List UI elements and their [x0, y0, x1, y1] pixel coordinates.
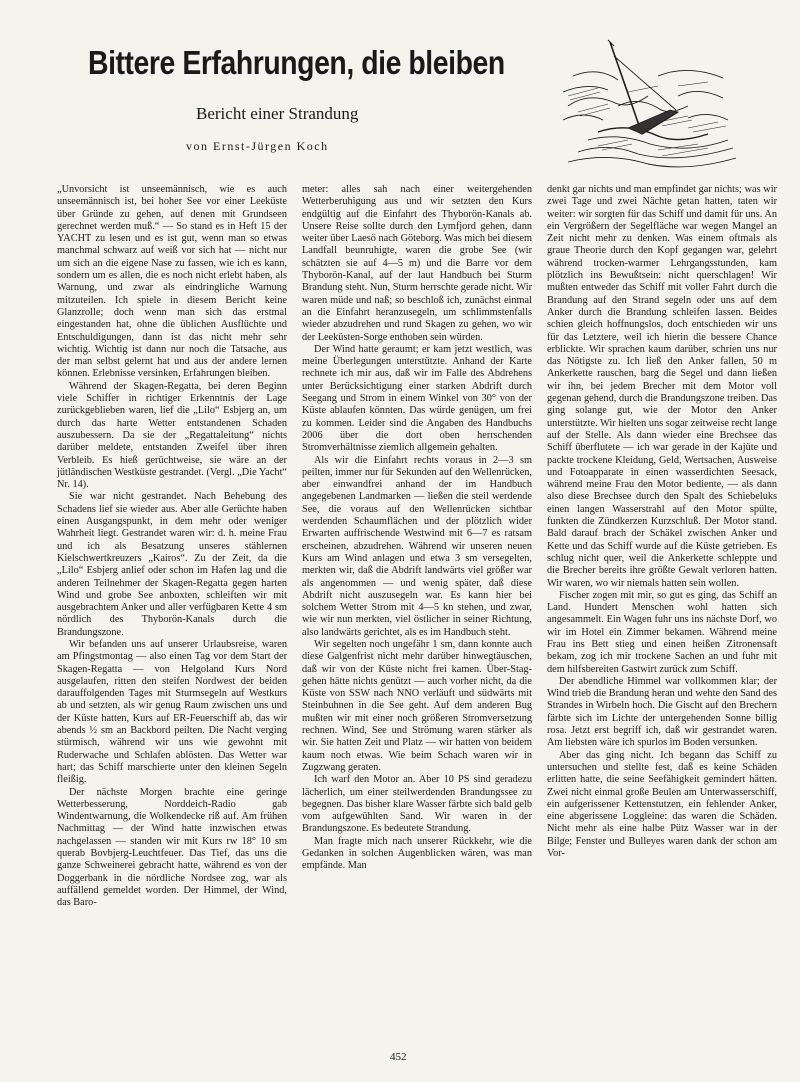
stranded-sailboat-illustration	[558, 36, 738, 172]
paragraph: Der abendliche Himmel war vollkommen klar; der Wind trieb die Brandung heran und wehte den Sand des Strandes in Wirbeln hoch. Die Gischt auf den Brechern färbte sich im Lichte der untergehenden Sonne billig rosa. Jetzt erst begriff ich, daß wir gestrandet waren. Am liebsten wäre ich spurlos im Boden versunken.	[547, 675, 777, 749]
paragraph: Der nächste Morgen brachte eine geringe Wetterbesserung, Norddeich-Radio gab Windentwarnung, die Wolkendecke riß auf. Am frühen Nachmittag — der Wind hatte inzwischen etwas nachgelassen — standen wir mit Kurs rw 18° 10 sm querab Bovbjerg-Leuchtfeuer. Das Tief, das uns die ganze Schweinerei gebracht hatte, während es von der Doggerbank in die nördliche Nordsee zog, war als auffällend gemeldet worden. Der Himmel, der Wind, das Baro-	[57, 786, 287, 909]
article-author: von Ernst-Jürgen Koch	[186, 139, 329, 153]
page-number: 452	[390, 1051, 407, 1063]
paragraph: Fischer zogen mit mir, so gut es ging, das Schiff an Land. Hundert Menschen wohl hatten sich angesammelt. Ein Wagen fuhr uns ins nächste Dorf, wo wir im Hotel ein Zimmer bekamen. Während meine Frau ins Bett stieg und einen heißen Zitronensaft bekam, zog ich mir trockene Sachen an und fuhr mit dem hilfsbereiten Gastwirt zurück zum Schiff.	[547, 589, 777, 675]
paragraph: meter: alles sah nach einer weitergehenden Wetterberuhigung aus und wir setzten den Kurs endgültig auf die Einfahrt des Thyborön-Kanals ab. Unsere Reise sollte durch den Lymfjord gehen, dann weiter über Laesö nach Göteborg. Was mich bei diesem Landfall beunruhigte, waren die grobe See (wir schätzten sie auf 4—5 m) und die Barre vor dem Thyborön-Kanal, auf der laut Handbuch bei Sturm Brandung steht. Nun, Sturm herrschte gerade nicht. Wir waren müde und naß; so beschloß ich, zunächst einmal an die Einfahrt heranzusegeln, um schlimmstenfalls wieder abzudrehen und rund Skagen zu gehen, wo wir der Leeküsten-Sorge enthoben sein würden.	[302, 184, 532, 343]
paragraph: Wir befanden uns auf unserer Urlaubsreise, waren am Pfingstmontag — also einen Tag vor dem Start der Skagen-Regatta — von Helgoland Kurs Nord ausgelaufen, ritten den steifen Nordwest der beiden darauffolgenden Tages mit Sturmsegeln auf Westkurs ab und setzten, als wir genug Raum zwischen uns und der Küste hatten, Kurs auf ER-Feuerschiff ab, das wir abends ½ sm an Backbord peilten. Die Nacht verging stürmisch, während wir uns wie gewohnt mit Ruderwache und Schlafen ablösten. Das Wetter war hart; das Schiff marschierte unter den kleinen Segeln fleißig.	[57, 638, 287, 786]
paragraph: Aber das ging nicht. Ich begann das Schiff zu untersuchen und stellte fest, daß es keine Schäden erlitten hatte, die seine Seefähigkeit gemindert hätten. Zwei nicht einmal große Beulen am Unterwasserschiff, ein aufgerissener Kettenstutzen, ein fehlender Anker, eine abgerissene Loggleine: das waren die Schäden. Nicht mehr als eine halbe Pütz Wasser war in der Bilge; Fenster und Bulleyes waren dank der schon am Vor-	[547, 749, 777, 860]
paragraph: denkt gar nichts und man empfindet gar nichts; was wir zwei Tage und zwei Nächte getan hatten, taten wir weiter: wir sorgten für das Schiff und damit für uns. An ein Vergrößern der Segelfläche war wegen Mangel an Zeit nicht mehr zu denken. Was einem oftmals als graue Theorie durch den Kopf gegangen war, gelehrt während trocken-warmer Lehrgangsstunden, kam plötzlich ins Bewußtsein: nicht querschlagen! Wir mußten entweder das Schiff mit voller Fahrt durch die Brandung auf den Strand segeln oder uns auf dem Anker durch die Brandung schleifen lassen. Beides schien gleich hoffnungslos, doch entschieden wir uns für das Letztere, weil ich hierin die bessere Chance erblickte. Wir sprachen kaum darüber, schrien uns nur das Nötigste zu. Ich ließ den Anker fallen, 50 m Ankerkette rauschen, barg die Segel und dann ließen wir ihn, bei jedem Brecher mit dem Motor voll gegenan gehend, durch die Brandungszone treiben. Das ging solange gut, wie der Motor den Anker unterstützte. Wir hielten uns sogar zeitweise recht lange auf der Stelle. Als dann wieder eine Brechsee das Schiff überflutete — ich war gerade in der Kajüte und packte trockene Kleidung, Geld, Wertsachen, Ausweise und Fotoapparate in einen wasserdichten Seesack, während meine Frau den Motor bediente, — als dann also diese Brechsee durch den Spalt des Schiebeluks einen langen Wasserstrahl auf den Motor spülte, funkten die Zündkerzen Kurzschluß. Der Motor stand. Bald darauf brach der Schäkel zwischen Anker und Kette und das Schiff wurde auf die Küste getrieben. Es schlug nicht quer, weil die Ankerkette schleppte und die Brecher bereits ihre größte Gewalt verloren hatten. Wir waren, wo wir niemals hatten sein wollen.	[547, 184, 777, 589]
paragraph: Während der Skagen-Regatta, bei deren Beginn viele Schiffer in richtiger Erkenntnis der Lage zurückgeblieben waren, lief die „Lilo“ Esbjerg an, um durch das harte Wetter entstandenen Schaden auszubessern. Da sie der „Regattaleitung“ nichts darüber meldete, entstanden Zweifel über ihren Verbleib. Es hieß gerüchtweise, sie wäre an der jütländischen Westküste gestrandet. (Vergl. „Die Yacht“ Nr. 14).	[57, 380, 287, 491]
text-column-2	[302, 184, 532, 873]
paragraph: „Unvorsicht ist unseemännisch, wie es auch unseemännisch ist, bei hoher See vor einer Leeküste über Gründe zu gehen, auf denen mit Grundseen gerechnet werden muß.“ — So stand es in Heft 15 der YACHT zu lesen und es ist gut, wenn man so etwas manchmal schwarz auf weiß vor sich hat — nicht nur um sich an die eigene Nase zu fassen, wie ich es kann, sondern um es allen, die es noch nicht erlebt haben, als Warnung, und zwar als eindringliche Warnung mitzuteilen. Ich spiele in diesem Bericht keine Glanzrolle; doch wenn man sich das erstmal eingestanden hat, ohne die üblichen Ausflüchte und Entschuldigungen, dann ist das nicht mehr sehr wichtig. Wichtig ist dann nur noch die Tatsache, aus der man selbst gelernt hat und aus der andere lernen können. Erlebnisse versinken, Erfahrungen bleiben.	[57, 184, 287, 380]
paragraph: Sie war nicht gestrandet. Nach Behebung des Schadens lief sie wieder aus. Aber alle Gerüchte haben einen Ausgangspunkt, in dem mehr oder weniger Wahrheit liegt. Gestrandet waren wir: d. h. meine Frau und ich als Besatzung unseres stählernen Kielschwertkreuzers „Kairos“. Zu der Zeit, da die „Lilo“ Esbjerg anlief oder schon im Hafen lag und die anderen Teilnehmer der Skagen-Regatta gegen harten Wind und grobe See anboxten, schleiften wir mit ausgebrachtem Anker und aller verfügbaren Kette 4 sm nördlich des Thyborön-Kanals durch die Brandungszone.	[57, 491, 287, 638]
paragraph: Ich warf den Motor an. Aber 10 PS sind geradezu lächerlich, um einer steilwerdenden Brandungssee zu begegnen. Das bisher klare Wasser färbte sich bald gelb vom aufgewühlten Sand. Wir waren in der Brandungszone. Es bedeutete Strandung.	[302, 774, 532, 835]
paragraph: Wir segelten noch ungefähr 1 sm, dann konnte auch diese Galgenfrist nicht mehr darüber hinwegtäuschen, daß wir von der Küste nicht frei kamen. Über-Stag-gehen hätte nichts genützt — auch vorher nicht, da die Küste von SSW nach NNO verläuft und südwärts mit Steinbuhnen in die See geht. Auf dem anderen Bug mußten wir mit einer noch größeren Stromversetzung rechnen. Wind, See und Strömung waren stärker als wir. Sie hatten Zeit und Platz — wir hatten von beidem kaum noch etwas. Wie beim Schach waren wir in Zugzwang geraten.	[302, 638, 532, 773]
article-subtitle: Bericht einer Strandung	[196, 104, 359, 123]
text-column-3	[547, 184, 777, 860]
paragraph: Der Wind hatte geraumt; er kam jetzt westlich, was meine Überlegungen unterstützte. Anhand der Karte rechnete ich mir aus, daß wir im Falle des Abdrehens unter Berücksichtigung einer starken Abdrift durch Seegang und Strom in einem Winkel von 30° von der Küste ablaufen könnten. Das würde genügen, um frei zu kommen. Leider sind die Angaben des Handbuchs 2006 über die dort oben herrschenden Stromverhältnisse ziemlich allgemein gehalten.	[302, 343, 532, 454]
article-title: Bittere Erfahrungen, die bleiben	[88, 44, 505, 81]
paragraph: Man fragte mich nach unserer Rückkehr, wie die Gedanken in solchen Augenblicken wären, was man empfände. Man	[302, 835, 532, 872]
text-column-1	[57, 184, 287, 910]
paragraph: Als wir die Einfahrt rechts voraus in 2—3 sm peilten, immer nur für Sekunden auf den Wellenrücken, aber einwandfrei anhand der im Handbuch angegebenen Landmarken — ließen die steil werdende See, die voraus auf den Wellenrücken sichtbar werdenden Schaumflächen und der plötzlich wider Erwarten auffrischende Westwind mit 6—7 es ratsam erscheinen, abzudrehen. Während wir unseren neuen Kurs am Wind anlagen und etwa 3 sm versegelten, merkten wir, daß die Abdrift landwärts viel größer war als angenommen — und wenig später, daß diese Abdrift nicht auszusegeln war. Es kann hier bei solchem Wetter Strom mit 4—5 kn stehen, und zwar, wie wir nun merkten, viel östlicher in seiner Richtung, also landwärts gerichtet, als es im Handbuch steht.	[302, 454, 532, 638]
